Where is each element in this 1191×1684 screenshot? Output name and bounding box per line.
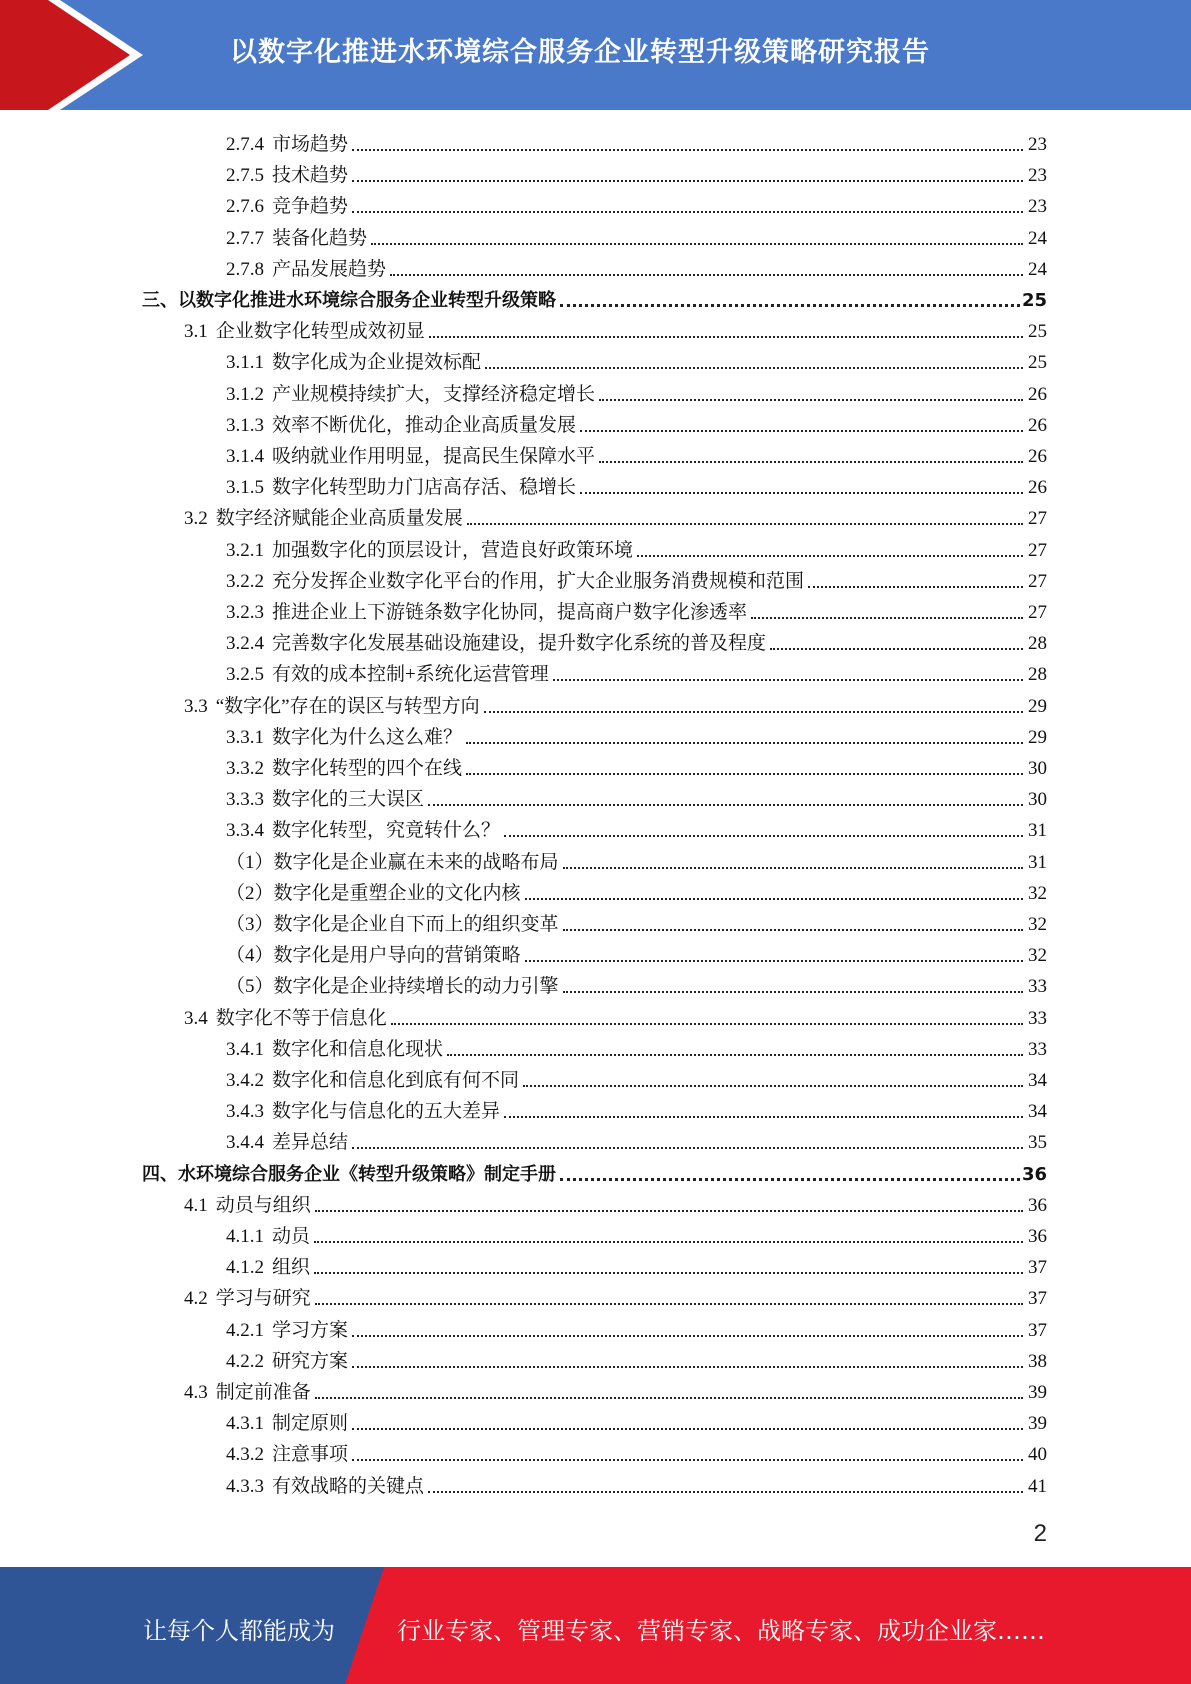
toc-entry-page: 31	[1028, 820, 1047, 841]
toc-entry-title: 数字化是重塑企业的文化内核	[273, 883, 521, 904]
toc-entry-page: 32	[1028, 914, 1047, 935]
toc-entry[interactable]	[226, 719, 1047, 750]
toc-entry[interactable]	[226, 875, 1047, 906]
toc-entry-title: 数字化是用户导向的营销策略	[273, 945, 521, 966]
toc-leader-dots	[523, 1085, 1023, 1087]
toc-entry[interactable]	[226, 376, 1047, 407]
toc-entry-page: 24	[1028, 259, 1047, 280]
toc-entry-number: 3.1.4	[226, 446, 264, 467]
footer-slogan-left: 让每个人都能成为	[143, 1617, 335, 1645]
toc-entry-title: 市场趋势	[272, 134, 349, 155]
toc-entry-page: 33	[1028, 1039, 1047, 1060]
toc-entry-number: 2.7.7	[226, 228, 264, 249]
toc-entry-number: 3.4.1	[226, 1039, 264, 1060]
toc-entry-title: 完善数字化发展基础设施建设，提升数字化系统的普及程度	[272, 633, 767, 654]
toc-entry-page: 37	[1028, 1320, 1047, 1341]
toc-leader-dots	[770, 648, 1023, 650]
toc-entry-title: 动员	[272, 1226, 311, 1247]
toc-leader-dots	[352, 1335, 1023, 1337]
toc-entry-title: 产品发展趋势	[272, 259, 387, 280]
toc-entry[interactable]	[184, 500, 1047, 531]
toc-entry-title: 学习方案	[272, 1320, 349, 1341]
toc-entry-title: 充分发挥企业数字化平台的作用，扩大企业服务消费规模和范围	[272, 571, 805, 592]
toc-entry-title: 注意事项	[272, 1444, 349, 1465]
toc-entry[interactable]	[226, 220, 1047, 251]
toc-entry-title: 组织	[272, 1257, 311, 1278]
toc-leader-dots	[467, 523, 1023, 525]
toc-entry-number: （1）	[226, 852, 274, 873]
toc-entry-title: 数字化转型助力门店高存活、稳增长	[272, 477, 577, 498]
toc-entry-title: 数字化转型，究竟转什么？	[272, 820, 501, 841]
toc-entry-number: 3.4.2	[226, 1070, 264, 1091]
toc-entry-page: 37	[1028, 1257, 1047, 1278]
toc-entry-number: 3.1.3	[226, 415, 264, 436]
toc-entry-number: 4.2.1	[226, 1320, 264, 1341]
toc-entry-number: 3.1	[184, 321, 208, 342]
toc-entry-number: （4）	[226, 945, 274, 966]
toc-leader-dots	[808, 586, 1023, 588]
toc-leader-dots	[428, 1491, 1023, 1493]
toc-entry-page: 34	[1028, 1101, 1047, 1122]
toc-leader-dots	[314, 1241, 1023, 1243]
toc-leader-dots	[352, 1428, 1023, 1430]
toc-entry-number: 3.3	[184, 696, 208, 717]
toc-entry[interactable]	[226, 1312, 1047, 1343]
toc-entry-page: 28	[1028, 664, 1047, 685]
toc-entry[interactable]	[184, 688, 1047, 719]
toc-entry-title: 数字化的三大误区	[272, 789, 425, 810]
toc-entry-number: 3.3.4	[226, 820, 264, 841]
toc-leader-dots	[390, 274, 1023, 276]
toc-entry-number: 3.2.2	[226, 571, 264, 592]
toc-entry-number: 3.2.3	[226, 602, 264, 623]
toc-leader-dots	[504, 1116, 1023, 1118]
toc-leader-dots	[580, 430, 1023, 432]
toc-entry-page: 41	[1028, 1476, 1047, 1497]
toc-entry-number: 3.3.1	[226, 727, 264, 748]
footer-slogan-right: 行业专家、管理专家、营销专家、战略专家、成功企业家……	[397, 1617, 1045, 1645]
toc-entry[interactable]	[226, 625, 1047, 656]
toc-entry[interactable]	[184, 1187, 1047, 1218]
toc-leader-dots	[466, 773, 1023, 775]
toc-entry-page: 27	[1028, 602, 1047, 623]
toc-entry[interactable]	[226, 594, 1047, 625]
toc-entry-title: 数字化是企业自下而上的组织变革	[273, 914, 559, 935]
toc-entry-title: 数字化与信息化的五大差异	[272, 1101, 501, 1122]
toc-entry-page: 26	[1028, 446, 1047, 467]
toc-entry-page: 25	[1028, 352, 1047, 373]
toc-entry-page: 36	[1021, 1164, 1047, 1185]
toc-leader-dots	[504, 835, 1023, 837]
toc-entry-title: “数字化”存在的误区与转型方向	[215, 696, 480, 717]
page-number: 2	[1033, 1520, 1047, 1547]
toc-entry-title: 装备化趋势	[272, 228, 368, 249]
toc-entry-page: 38	[1028, 1351, 1047, 1372]
toc-leader-dots	[751, 617, 1023, 619]
toc-entry-title: 数字化成为企业提效标配	[272, 352, 482, 373]
toc-entry-page: 36	[1028, 1195, 1047, 1216]
toc-entry-title: 制定原则	[272, 1413, 349, 1434]
toc-entry-page: 23	[1028, 134, 1047, 155]
toc-leader-dots	[352, 149, 1023, 151]
toc-entry-page: 31	[1028, 852, 1047, 873]
footer-band	[0, 1567, 1191, 1684]
toc-entry[interactable]	[226, 1218, 1047, 1249]
toc-entry-title: 效率不断优化，推动企业高质量发展	[272, 415, 577, 436]
toc-entry-title: 有效战略的关键点	[272, 1476, 425, 1497]
toc-leader-dots	[352, 211, 1023, 213]
toc-entry-page: 33	[1028, 976, 1047, 997]
toc-entry-number: 4.2.2	[226, 1351, 264, 1372]
toc-entry-number: （2）	[226, 883, 274, 904]
toc-entry-page: 25	[1021, 290, 1047, 311]
toc-entry-number: 3.1.1	[226, 352, 264, 373]
toc-entry[interactable]	[184, 1000, 1047, 1031]
toc-entry-number: （5）	[226, 976, 274, 997]
toc-entry-number: 2.7.5	[226, 165, 264, 186]
toc-entry-number: 3.1.2	[226, 384, 264, 405]
toc-entry-title: 四、水环境综合服务企业《转型升级策略》制定手册	[142, 1164, 556, 1185]
toc-entry-title: 研究方案	[272, 1351, 349, 1372]
toc-leader-dots	[371, 243, 1023, 245]
toc-entry-number: 3.1.5	[226, 477, 264, 498]
toc-entry-number: 3.2.4	[226, 633, 264, 654]
toc-entry[interactable]	[226, 188, 1047, 219]
toc-entry-page: 27	[1028, 540, 1047, 561]
toc-entry-title: 推进企业上下游链条数字化协同，提高商户数字化渗透率	[272, 602, 748, 623]
toc-leader-dots	[484, 711, 1023, 713]
toc-entry-title: 差异总结	[272, 1132, 349, 1153]
toc-leader-dots	[447, 1054, 1023, 1056]
toc-entry[interactable]	[226, 1062, 1047, 1093]
toc-leader-dots	[429, 336, 1023, 338]
toc-leader-dots	[599, 399, 1023, 401]
header-arrow-icon	[0, 0, 150, 110]
toc-leader-dots	[352, 1366, 1023, 1368]
toc-leader-dots	[560, 1178, 1020, 1181]
toc-entry[interactable]	[226, 438, 1047, 469]
toc-entry-number: 4.1.2	[226, 1257, 264, 1278]
toc-leader-dots	[525, 898, 1023, 900]
toc-entry-page: 33	[1028, 1008, 1047, 1029]
toc-leader-dots	[391, 1023, 1023, 1025]
header-band	[0, 0, 1191, 110]
toc-entry[interactable]	[184, 1374, 1047, 1405]
toc-entry[interactable]	[226, 844, 1047, 875]
toc-entry[interactable]	[226, 1343, 1047, 1374]
toc-entry[interactable]	[226, 1031, 1047, 1062]
report-title: 以数字化推进水环境综合服务企业转型升级策略研究报告	[230, 37, 930, 68]
toc-entry-number: 4.3	[184, 1382, 208, 1403]
toc-entry-title: 三、以数字化推进水环境综合服务企业转型升级策略	[142, 290, 556, 311]
toc-entry-page: 24	[1028, 228, 1047, 249]
toc-entry-page: 26	[1028, 477, 1047, 498]
toc-leader-dots	[563, 867, 1023, 869]
toc-leader-dots	[352, 1459, 1023, 1461]
toc-entry[interactable]	[142, 1156, 1047, 1187]
toc-leader-dots	[315, 1303, 1023, 1305]
toc-leader-dots	[466, 742, 1023, 744]
toc-entry-title: 技术趋势	[272, 165, 349, 186]
toc-entry-number: （3）	[226, 914, 274, 935]
toc-entry-page: 30	[1028, 789, 1047, 810]
toc-entry-number: 3.2.1	[226, 540, 264, 561]
toc-entry-number: 4.2	[184, 1288, 208, 1309]
toc-entry-page: 27	[1028, 508, 1047, 529]
toc-leader-dots	[563, 991, 1023, 993]
toc-entry-number: 4.1.1	[226, 1226, 264, 1247]
toc-entry-number: 2.7.8	[226, 259, 264, 280]
toc-entry-title: 数字化和信息化现状	[272, 1039, 444, 1060]
toc-entry[interactable]	[226, 157, 1047, 188]
toc-entry-page: 30	[1028, 758, 1047, 779]
toc-entry-title: 吸纳就业作用明显，提高民生保障水平	[272, 446, 596, 467]
toc-entry-page: 32	[1028, 945, 1047, 966]
toc-entry[interactable]	[226, 407, 1047, 438]
toc-entry-title: 学习与研究	[215, 1288, 311, 1309]
toc-entry-page: 39	[1028, 1382, 1047, 1403]
toc-entry-page: 29	[1028, 696, 1047, 717]
toc-entry-number: 4.3.1	[226, 1413, 264, 1434]
toc-entry-number: 2.7.4	[226, 134, 264, 155]
toc-entry-number: 4.3.2	[226, 1444, 264, 1465]
toc-entry[interactable]	[226, 937, 1047, 968]
toc-entry-title: 数字化是企业持续增长的动力引擎	[273, 976, 559, 997]
toc-entry[interactable]	[226, 1093, 1047, 1124]
toc-entry-number: 4.3.3	[226, 1476, 264, 1497]
toc-entry[interactable]	[226, 781, 1047, 812]
toc-entry-title: 数字化转型的四个在线	[272, 758, 463, 779]
toc-entry[interactable]	[226, 968, 1047, 999]
toc-leader-dots	[599, 461, 1023, 463]
toc-entry-title: 数字化不等于信息化	[215, 1008, 387, 1029]
toc-entry-page: 32	[1028, 883, 1047, 904]
toc-leader-dots	[563, 929, 1023, 931]
toc-entry-page: 40	[1028, 1444, 1047, 1465]
toc-entry-page: 36	[1028, 1226, 1047, 1247]
toc-entry-title: 加强数字化的顶层设计，营造良好政策环境	[272, 540, 634, 561]
toc-entry-title: 数字化和信息化到底有何不同	[272, 1070, 520, 1091]
toc-leader-dots	[428, 804, 1023, 806]
toc-leader-dots	[352, 180, 1023, 182]
toc-entry-number: 3.4.4	[226, 1132, 264, 1153]
toc-entry-number: 3.3.2	[226, 758, 264, 779]
toc-entry[interactable]	[226, 126, 1047, 157]
toc-entry-page: 25	[1028, 321, 1047, 342]
toc-leader-dots	[314, 1272, 1023, 1274]
toc-entry[interactable]	[226, 656, 1047, 687]
toc-entry-number: 4.1	[184, 1195, 208, 1216]
toc-entry-title: 数字经济赋能企业高质量发展	[215, 508, 463, 529]
toc-entry-number: 3.2	[184, 508, 208, 529]
toc-entry-title: 数字化是企业赢在未来的战略布局	[273, 852, 559, 873]
toc-entry[interactable]	[226, 750, 1047, 781]
toc-leader-dots	[525, 960, 1023, 962]
toc-entry[interactable]	[226, 1405, 1047, 1436]
toc-entry[interactable]	[226, 812, 1047, 843]
toc-entry-page: 28	[1028, 633, 1047, 654]
toc-entry-title: 有效的成本控制+系统化运营管理	[272, 664, 549, 685]
toc-entry-page: 35	[1028, 1132, 1047, 1153]
toc-entry-title: 数字化为什么这么难？	[272, 727, 463, 748]
toc-leader-dots	[637, 555, 1023, 557]
toc-entry[interactable]	[226, 1249, 1047, 1280]
toc-entry[interactable]	[184, 1280, 1047, 1311]
toc-entry-title: 制定前准备	[215, 1382, 311, 1403]
toc-entry[interactable]	[226, 1436, 1047, 1467]
toc-entry[interactable]	[226, 906, 1047, 937]
toc-entry[interactable]	[226, 469, 1047, 500]
toc-leader-dots	[580, 492, 1023, 494]
toc-entry[interactable]	[226, 344, 1047, 375]
toc-leader-dots	[560, 304, 1020, 307]
toc-leader-dots	[315, 1397, 1023, 1399]
toc-entry[interactable]	[226, 563, 1047, 594]
toc-entry-title: 企业数字化转型成效初显	[215, 321, 425, 342]
toc-entry[interactable]	[226, 532, 1047, 563]
toc-entry-number: 3.3.3	[226, 789, 264, 810]
toc-entry-page: 26	[1028, 384, 1047, 405]
toc-leader-dots	[352, 1147, 1023, 1149]
toc-entry-page: 23	[1028, 165, 1047, 186]
toc-entry-page: 27	[1028, 571, 1047, 592]
toc-entry[interactable]	[184, 313, 1047, 344]
toc-entry[interactable]	[226, 1124, 1047, 1155]
toc-entry[interactable]	[226, 251, 1047, 282]
toc-entry-title: 产业规模持续扩大，支撑经济稳定增长	[272, 384, 596, 405]
toc-entry-number: 3.4.3	[226, 1101, 264, 1122]
toc-leader-dots	[315, 1210, 1023, 1212]
toc-entry-number: 3.2.5	[226, 664, 264, 685]
toc-entry-page: 37	[1028, 1288, 1047, 1309]
toc-leader-dots	[485, 367, 1023, 369]
toc-entry-page: 39	[1028, 1413, 1047, 1434]
toc-entry-page: 26	[1028, 415, 1047, 436]
toc-entry[interactable]	[142, 282, 1047, 313]
toc-leader-dots	[553, 679, 1023, 681]
toc-entry-page: 23	[1028, 196, 1047, 217]
toc-entry-page: 34	[1028, 1070, 1047, 1091]
toc-entry-page: 29	[1028, 727, 1047, 748]
toc-entry-number: 2.7.6	[226, 196, 264, 217]
toc-entry-title: 动员与组织	[215, 1195, 311, 1216]
toc-entry[interactable]	[226, 1468, 1047, 1499]
toc-entry-title: 竞争趋势	[272, 196, 349, 217]
toc-entry-number: 3.4	[184, 1008, 208, 1029]
